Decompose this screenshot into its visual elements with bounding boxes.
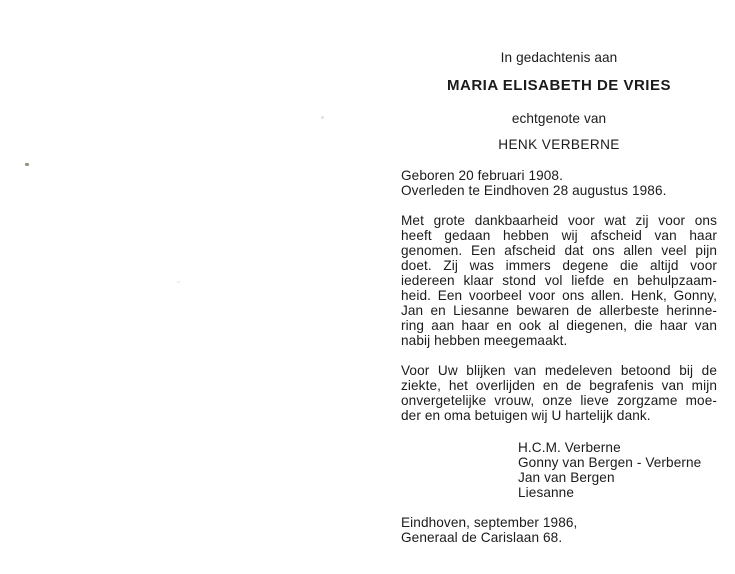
card-text-page	[401, 50, 717, 545]
paragraph-line: genomen. Een afscheid dat ons allen veel pijn	[401, 243, 717, 258]
dates-block	[401, 168, 717, 198]
footer-block	[401, 515, 717, 545]
signature-line: H.C.M. Verberne	[518, 440, 621, 455]
paragraph-line: onvergetelijke vrouw, onze lieve zorgzame moe-	[401, 393, 717, 408]
signatures-block	[518, 440, 717, 500]
paragraph-line: Voor Uw blijken van medeleven betoond bij de	[401, 363, 717, 378]
intro-line: In gedachtenis aan	[500, 50, 618, 65]
paragraph-line: nabij hebben meegemaakt.	[401, 333, 568, 348]
paragraph-line: heeft gedaan hebben wij afscheid van haar	[401, 228, 717, 243]
paragraph-line: ziekte, het overlijden en de begrafenis van mijn	[401, 378, 717, 393]
scan-speck	[321, 116, 324, 119]
paragraph-line: doet. Zij was immers degene die altijd voor	[401, 258, 717, 273]
thanks-paragraph	[401, 363, 717, 423]
signature-line: Liesanne	[518, 485, 574, 500]
birth-line: Geboren 20 februari 1908.	[401, 168, 563, 183]
paragraph-line: iedereen klaar stond vol liefde en behulpzaam-	[401, 273, 717, 288]
scan-speck	[25, 163, 29, 166]
relation-line: echtgenote van	[511, 111, 607, 126]
memorial-paragraph	[401, 213, 717, 348]
paragraph-line: der en oma betuigen wij U hartelijk dank.	[401, 408, 651, 423]
footer-place-date: Eindhoven, september 1986,	[401, 515, 578, 530]
signature-line: Gonny van Bergen - Verberne	[518, 455, 702, 470]
death-line: Overleden te Eindhoven 28 augustus 1986.	[401, 183, 667, 198]
paragraph-line: ring aan haar en ook al diegenen, die haar van	[401, 318, 717, 333]
paragraph-line: heid. Een voorbeel voor ons allen. Henk, Gonny,	[401, 288, 717, 303]
spouse-name: HENK VERBERNE	[498, 137, 620, 152]
signature-line: Jan van Bergen	[518, 470, 615, 485]
scan-speck	[177, 281, 180, 283]
paragraph-line: Met grote dankbaarheid voor wat zij voor ons	[401, 213, 717, 228]
footer-address: Generaal de Carislaan 68.	[401, 530, 563, 545]
deceased-name: MARIA ELISABETH DE VRIES	[447, 77, 671, 94]
paragraph-line: Jan en Liesanne bewaren de allerbeste herinne-	[401, 303, 717, 318]
